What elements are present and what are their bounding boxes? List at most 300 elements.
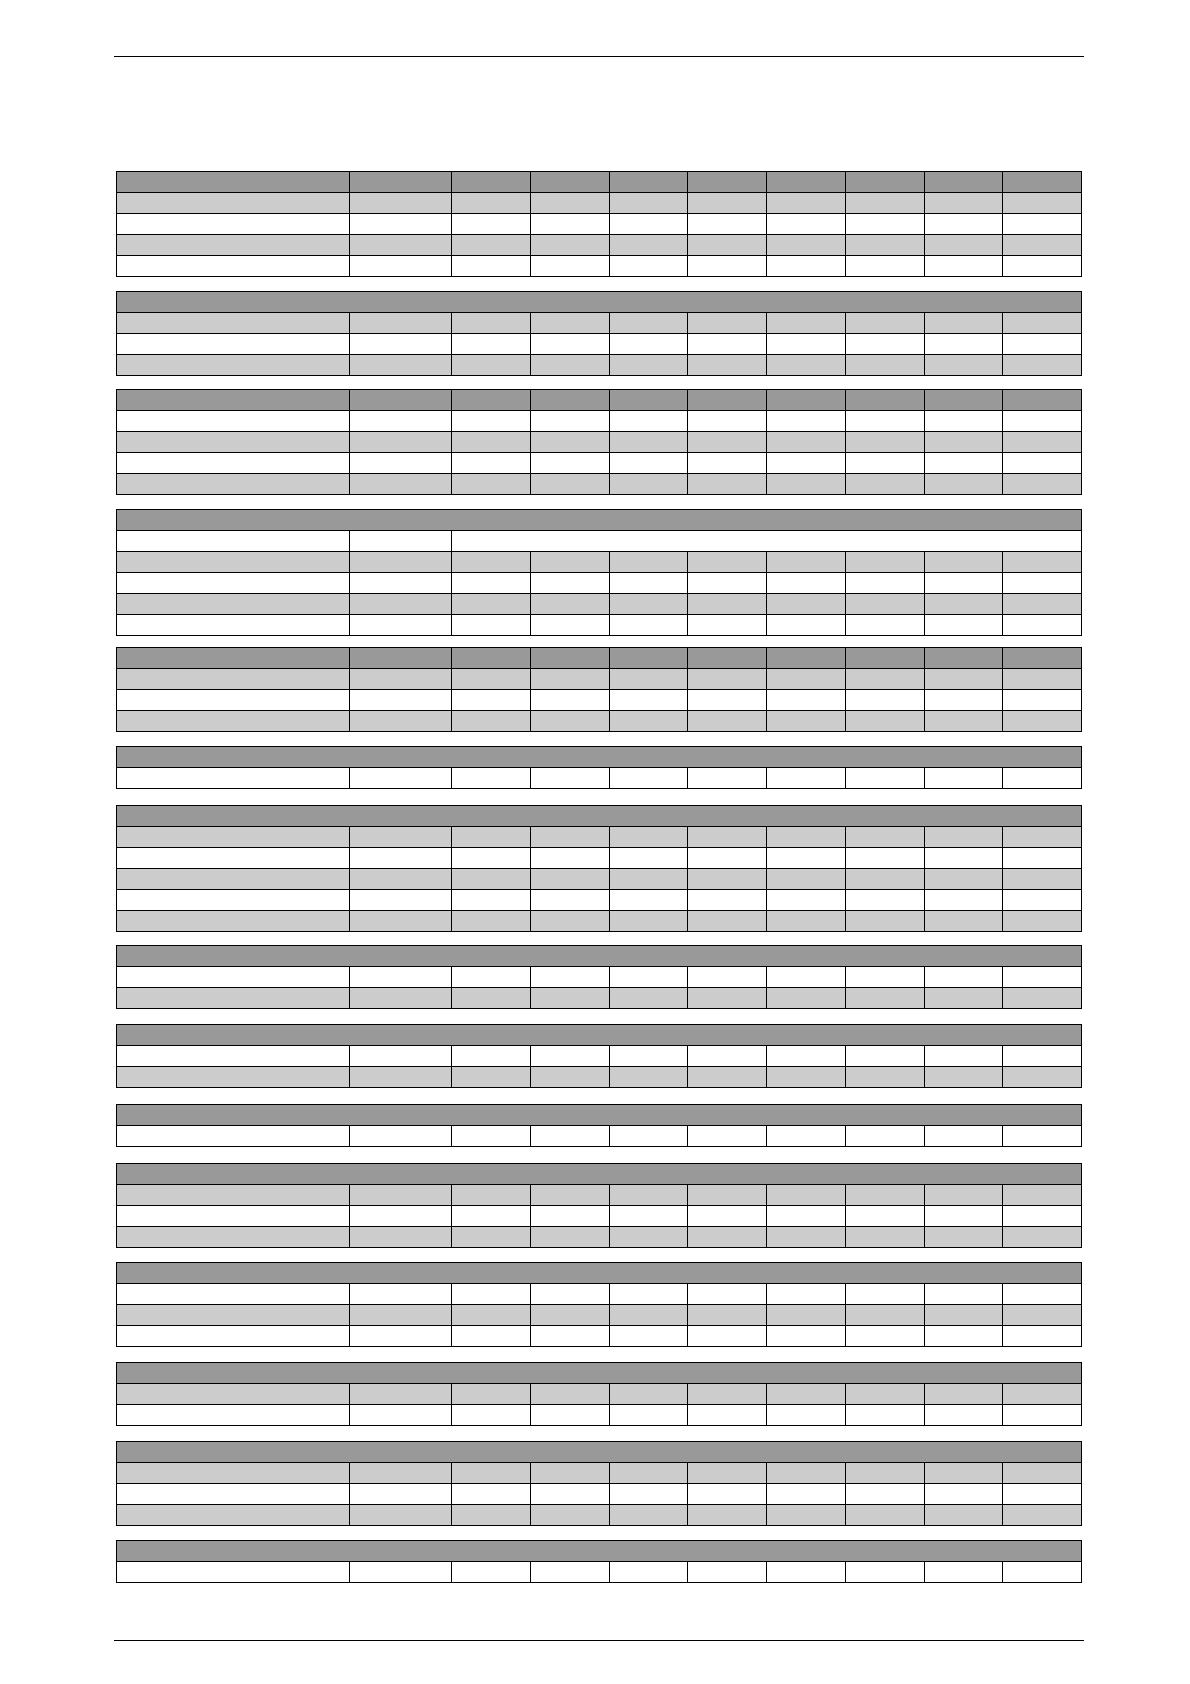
table-cell [117,648,350,669]
table-cell [1003,313,1082,334]
table-cell [1003,648,1082,669]
table-cell [452,1484,531,1505]
table-cell [452,172,531,193]
table-cell [688,1562,767,1583]
table-cell [117,1442,1082,1463]
table-cell [350,193,452,214]
table-cell [688,256,767,277]
table-cell [117,911,350,932]
table-cell [452,573,531,594]
table-cell [350,911,452,932]
table-cell [350,355,452,376]
table-cell [452,1305,531,1326]
table-row [117,432,1082,453]
table-row [117,334,1082,355]
table-row [117,573,1082,594]
table-cell [350,648,452,669]
table-cell [350,1326,452,1347]
data-table [116,1104,1082,1147]
table-row [117,411,1082,432]
table-cell [117,869,350,890]
table-cell [845,768,924,789]
table-row [117,510,1082,531]
table-cell [609,552,688,573]
table-cell [530,193,609,214]
table-cell [924,193,1003,214]
table-cell [350,1484,452,1505]
table-cell [350,256,452,277]
table-cell [767,256,846,277]
table-cell [845,1305,924,1326]
table-cell [609,334,688,355]
table-cell [530,768,609,789]
table-cell [845,411,924,432]
table-cell [1003,827,1082,848]
table-row [117,1105,1082,1126]
table-cell [609,313,688,334]
table-row [117,988,1082,1009]
table-cell [609,411,688,432]
table-cell [1003,594,1082,615]
table-cell [924,967,1003,988]
table-cell [688,615,767,636]
table-cell [117,848,350,869]
table-cell [117,988,350,1009]
table-cell [924,1227,1003,1248]
table-cell [117,1067,350,1088]
table-cell [767,432,846,453]
table-cell [767,313,846,334]
table-cell [924,355,1003,376]
table-cell [530,669,609,690]
table-cell [530,1227,609,1248]
table-cell [530,848,609,869]
table-cell [452,890,531,911]
table-cell [924,848,1003,869]
table-cell [845,988,924,1009]
table-cell [845,334,924,355]
table-cell [688,890,767,911]
table-cell [924,1384,1003,1405]
table-cell [609,690,688,711]
table-cell [350,1046,452,1067]
table-cell [609,256,688,277]
table-cell [117,432,350,453]
table-cell [845,1284,924,1305]
table-cell [350,1284,452,1305]
table-cell [117,214,350,235]
table-cell [1003,1227,1082,1248]
table-cell [924,669,1003,690]
table-cell [767,1126,846,1147]
table-cell [117,1025,1082,1046]
table-cell [1003,1484,1082,1505]
table-cell [767,411,846,432]
table-cell [452,1505,531,1526]
table-cell [452,911,531,932]
table-row [117,711,1082,732]
table-cell [1003,690,1082,711]
table-cell [1003,911,1082,932]
table-cell [924,1126,1003,1147]
table-cell [350,848,452,869]
table-cell [609,1046,688,1067]
table-cell [350,474,452,495]
table-cell [688,1206,767,1227]
table-cell [452,531,1082,552]
table-cell [452,1046,531,1067]
table-row [117,1541,1082,1562]
table-cell [452,313,531,334]
table-cell [688,172,767,193]
table-cell [452,432,531,453]
table-cell [530,890,609,911]
table-cell [688,214,767,235]
table-cell [1003,1046,1082,1067]
table-cell [117,946,1082,967]
table-cell [767,1405,846,1426]
table-cell [924,172,1003,193]
table-cell [530,711,609,732]
table-cell [530,1463,609,1484]
table-row [117,172,1082,193]
table-cell [845,552,924,573]
table-cell [117,411,350,432]
table-cell [767,355,846,376]
table-cell [845,890,924,911]
table-cell [845,214,924,235]
table-cell [924,1206,1003,1227]
table-cell [530,256,609,277]
table-cell [767,214,846,235]
table-cell [845,848,924,869]
table-cell [688,768,767,789]
table-cell [688,988,767,1009]
table-cell [350,334,452,355]
table-cell [688,1067,767,1088]
table-cell [117,615,350,636]
table-cell [609,848,688,869]
table-cell [845,172,924,193]
table-cell [924,890,1003,911]
table-cell [688,1185,767,1206]
table-cell [530,967,609,988]
table-cell [350,1384,452,1405]
table-cell [350,432,452,453]
table-cell [1003,988,1082,1009]
table-cell [117,552,350,573]
table-cell [1003,1126,1082,1147]
table-cell [924,1505,1003,1526]
table-cell [924,453,1003,474]
table-cell [350,1067,452,1088]
table-cell [767,453,846,474]
table-cell [350,411,452,432]
data-table [116,746,1082,789]
table-cell [530,474,609,495]
table-row [117,1463,1082,1484]
table-cell [117,390,350,411]
table-cell [452,827,531,848]
table-cell [688,594,767,615]
table-cell [924,648,1003,669]
table-cell [688,1305,767,1326]
table-cell [767,1484,846,1505]
table-cell [609,594,688,615]
table-cell [530,235,609,256]
table-cell [688,411,767,432]
table-row [117,1442,1082,1463]
table-cell [688,869,767,890]
data-table [116,1024,1082,1088]
table-cell [1003,432,1082,453]
table-row [117,806,1082,827]
table-cell [452,1405,531,1426]
table-cell [688,1484,767,1505]
table-cell [1003,1206,1082,1227]
table-cell [350,615,452,636]
table-cell [117,355,350,376]
table-cell [350,172,452,193]
table-cell [117,573,350,594]
table-cell [609,1227,688,1248]
table-cell [767,890,846,911]
table-cell [452,848,531,869]
table-row [117,1164,1082,1185]
table-cell [767,669,846,690]
table-cell [688,1227,767,1248]
table-cell [452,768,531,789]
table-cell [845,1505,924,1526]
table-cell [530,390,609,411]
table-cell [1003,256,1082,277]
table-cell [117,256,350,277]
table-cell [924,1305,1003,1326]
table-cell [688,334,767,355]
table-row [117,1046,1082,1067]
table-cell [350,214,452,235]
table-cell [452,193,531,214]
table-cell [117,690,350,711]
table-cell [845,827,924,848]
table-cell [609,711,688,732]
table-row [117,669,1082,690]
table-cell [350,1405,452,1426]
table-cell [688,1284,767,1305]
table-cell [530,214,609,235]
table-cell [530,1405,609,1426]
table-cell [530,1384,609,1405]
table-cell [688,648,767,669]
table-cell [924,552,1003,573]
table-cell [530,411,609,432]
table-cell [688,453,767,474]
table-cell [1003,390,1082,411]
table-cell [117,1227,350,1248]
table-cell [350,690,452,711]
table-cell [767,768,846,789]
table-row [117,1326,1082,1347]
table-cell [1003,615,1082,636]
table-cell [767,648,846,669]
table-cell [350,453,452,474]
table-cell [924,334,1003,355]
table-cell [530,911,609,932]
table-cell [350,573,452,594]
table-cell [609,988,688,1009]
table-cell [924,711,1003,732]
table-cell [767,390,846,411]
table-cell [350,313,452,334]
data-table [116,389,1082,495]
table-cell [767,848,846,869]
table-row [117,1305,1082,1326]
table-cell [350,235,452,256]
table-cell [1003,474,1082,495]
table-cell [924,615,1003,636]
data-table [116,805,1082,932]
table-cell [117,1562,350,1583]
table-cell [117,768,350,789]
table-cell [845,1206,924,1227]
table-cell [924,594,1003,615]
table-row [117,1067,1082,1088]
data-table [116,171,1082,277]
table-cell [350,1562,452,1583]
table-cell [1003,453,1082,474]
table-cell [845,869,924,890]
table-cell [688,355,767,376]
table-cell [452,1126,531,1147]
table-cell [924,432,1003,453]
table-cell [530,988,609,1009]
table-cell [350,552,452,573]
table-cell [845,355,924,376]
table-cell [452,355,531,376]
table-cell [1003,890,1082,911]
table-cell [688,967,767,988]
table-cell [530,1185,609,1206]
table-row [117,256,1082,277]
table-cell [117,669,350,690]
table-cell [452,1227,531,1248]
table-cell [117,1126,350,1147]
table-cell [688,1405,767,1426]
table-cell [530,1562,609,1583]
table-row [117,1405,1082,1426]
table-cell [609,890,688,911]
table-row [117,1384,1082,1405]
table-cell [530,172,609,193]
table-cell [767,573,846,594]
table-cell [452,1463,531,1484]
table-cell [530,355,609,376]
table-cell [117,711,350,732]
table-cell [117,172,350,193]
table-cell [452,411,531,432]
table-cell [452,390,531,411]
table-cell [117,1541,1082,1562]
header-rule [114,56,1084,57]
table-cell [609,648,688,669]
table-cell [609,193,688,214]
table-cell [609,911,688,932]
table-cell [1003,967,1082,988]
table-cell [117,1284,350,1305]
table-cell [117,1305,350,1326]
table-cell [350,988,452,1009]
table-cell [452,669,531,690]
table-cell [452,711,531,732]
table-row [117,1484,1082,1505]
table-cell [767,552,846,573]
table-row [117,1227,1082,1248]
table-cell [117,1046,350,1067]
table-cell [767,911,846,932]
table-row [117,474,1082,495]
table-cell [1003,1463,1082,1484]
table-cell [767,1562,846,1583]
table-cell [924,1046,1003,1067]
table-cell [767,615,846,636]
table-cell [924,911,1003,932]
table-cell [924,1284,1003,1305]
table-cell [117,1484,350,1505]
table-cell [117,453,350,474]
table-cell [117,1185,350,1206]
table-cell [688,573,767,594]
table-cell [767,474,846,495]
data-table [116,1441,1082,1526]
table-cell [350,1206,452,1227]
table-row [117,967,1082,988]
table-cell [117,193,350,214]
table-cell [688,1126,767,1147]
table-cell [767,827,846,848]
table-cell [688,193,767,214]
table-row [117,453,1082,474]
table-cell [452,1206,531,1227]
table-cell [1003,235,1082,256]
table-row [117,531,1082,552]
table-cell [452,1185,531,1206]
table-row [117,355,1082,376]
table-cell [845,235,924,256]
table-cell [688,432,767,453]
table-row [117,648,1082,669]
table-cell [609,827,688,848]
table-row [117,690,1082,711]
table-row [117,747,1082,768]
table-cell [1003,1405,1082,1426]
table-cell [530,827,609,848]
table-cell [845,669,924,690]
table-cell [767,235,846,256]
table-cell [845,1227,924,1248]
table-cell [117,1384,350,1405]
table-cell [609,1384,688,1405]
table-cell [117,1405,350,1426]
table-cell [609,355,688,376]
table-cell [767,690,846,711]
table-cell [530,1505,609,1526]
table-cell [924,390,1003,411]
table-cell [767,594,846,615]
table-cell [530,1046,609,1067]
table-cell [845,453,924,474]
table-row [117,911,1082,932]
table-cell [1003,1185,1082,1206]
